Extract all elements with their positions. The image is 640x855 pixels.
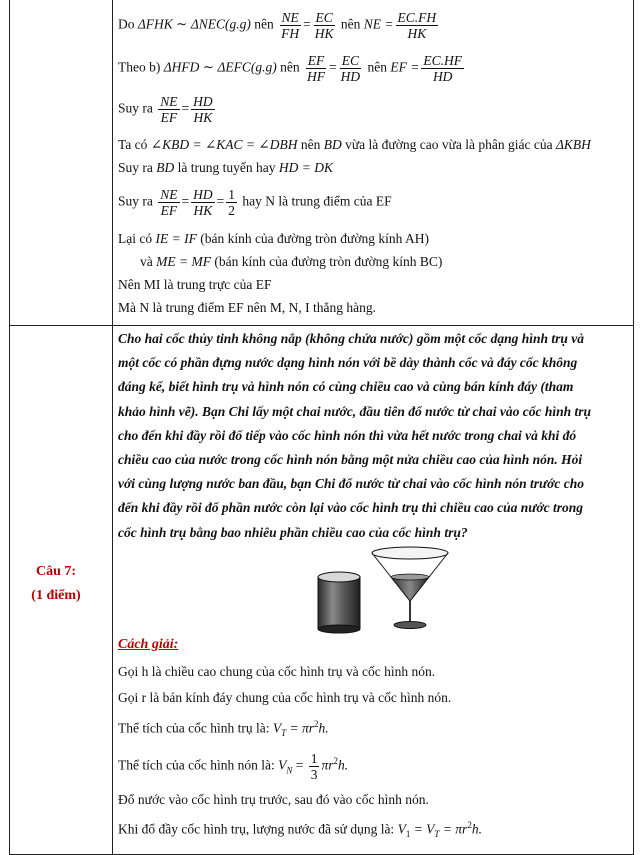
fraction: $\frac{NE}{EF}$ xyxy=(160,94,178,125)
fraction: $\frac{EC.HF}{HD}$ xyxy=(423,53,462,84)
question-line: đến khi đầy rồi đổ phần nước còn lại vào cốc hình trụ thì chiều cao của nước trong xyxy=(118,500,583,516)
line-5: Suy ra BD là trung tuyến hay HD = DK xyxy=(118,160,333,175)
row-divider xyxy=(10,325,633,326)
fraction: $\frac{1}{2}$ xyxy=(228,187,236,218)
fraction: $\frac{HD}{HK}$ xyxy=(193,187,213,218)
question-line: cốc hình trụ bằng bao nhiêu phần chiều cao của cốc hình trụ? xyxy=(118,524,468,540)
cylinder-glass-icon xyxy=(318,572,360,633)
solution-line-3: Thể tích của cốc hình trụ là: $V_T = \pi r^2h$. xyxy=(118,719,329,739)
line-6: Suy ra $\frac{NE}{EF}$ = $\frac{HD}{HK}$ = $\frac{1}{2}$ hay N là trung điểm của EF xyxy=(118,187,392,218)
fraction: $\frac{EC}{HK}$ xyxy=(314,10,334,41)
column-divider xyxy=(112,0,113,854)
solution-line-2: Gọi r là bán kính đáy chung của cốc hình trụ và cốc hình nón. xyxy=(118,690,452,705)
fraction: $\frac{HD}{HK}$ xyxy=(193,94,213,125)
solution-line-6: Khi đổ đầy cốc hình trụ, lượng nước đã sử dụng là: $V_1 = V_T = \pi r^2h$. xyxy=(118,820,482,840)
question-line: đáng kể, biết hình trụ và hình nón có cùng chiều cao và cùng bán kính đáy (tham xyxy=(118,379,574,395)
line-2: Theo b) ΔHFD ∼ ΔEFC(g.g) nên $\frac{EF}{HF}$ = $\frac{EC}{HD}$ nên EF = $\frac{EC.HF}{HD}$ xyxy=(118,53,462,84)
line-1: Do ΔFHK ∼ ΔNEC(g.g) nên $\frac{NE}{FH}$ = $\frac{EC}{HK}$ nên NE = $\frac{EC.FH}{HK}$ xyxy=(118,10,437,41)
solution-line-5: Đổ nước vào cốc hình trụ trước, sau đó vào cốc hình nón. xyxy=(118,792,429,807)
fraction: $\frac{1}{3}$ xyxy=(310,751,318,782)
line-9: Nên MI là trung trực của EF xyxy=(118,277,272,292)
line-8: và ME = MF (bán kính của đường tròn đường kính BC) xyxy=(140,254,443,269)
fraction: $\frac{EC.FH}{HK}$ xyxy=(397,10,437,41)
line-7: Lại có IE = IF (bán kính của đường tròn đường kính AH) xyxy=(118,231,429,246)
question-number: Câu 7: xyxy=(35,564,77,579)
question-points: (1 điểm) xyxy=(31,588,81,603)
fraction: $\frac{NE}{FH}$ xyxy=(281,10,300,41)
fraction: $\frac{EC}{HD}$ xyxy=(340,53,361,84)
question-text xyxy=(118,327,618,545)
question-line: cho đến khi đầy rồi đổ tiếp vào cốc hình nón thì vừa hết nước trong chai và khi đó xyxy=(118,427,577,443)
question-line: Cho hai cốc thủy tinh không nắp (không chứa nước) gồm một cốc dạng hình trụ và xyxy=(118,331,585,346)
cone-glass-icon xyxy=(372,547,448,629)
question-line: chiều cao của nước trong cốc hình nón bằng một nửa chiều cao của hình nón. Hỏi xyxy=(118,451,583,467)
line-10: Mà N là trung điểm EF nên M, N, I thẳng hàng. xyxy=(118,300,376,315)
line-3: Suy ra $\frac{NE}{EF}$ = $\frac{HD}{HK}$ xyxy=(118,94,213,125)
fraction: $\frac{EF}{HF}$ xyxy=(307,53,326,84)
glasses-illustration xyxy=(310,545,460,635)
line-4: Ta có ∠KBD = ∠KAC = ∠DBH nên BD vừa là đường cao vừa là phân giác của ΔKBH xyxy=(118,137,591,152)
question-line: với cùng lượng nước ban đầu, bạn Chi đổ nước từ chai vào cốc hình nón trước cho xyxy=(118,476,584,492)
solution-line-4: Thể tích của cốc hình nón là: $V_N$ = $\frac{1}{3}$ $\pi r^2h$. xyxy=(118,751,349,782)
question-line: một cốc có phần đựng nước dạng hình nón với bề dày thành cốc và đáy cốc không xyxy=(118,355,578,371)
fraction: $\frac{NE}{EF}$ xyxy=(160,187,178,218)
solution-heading: Cách giải: xyxy=(118,637,179,652)
solution-line-1: Gọi h là chiều cao chung của cốc hình trụ và cốc hình nón. xyxy=(118,664,436,679)
question-line: khảo hình vẽ). Bạn Chi lấy một chai nước, đầu tiên đổ nước từ chai vào cốc hình trụ xyxy=(118,403,592,419)
